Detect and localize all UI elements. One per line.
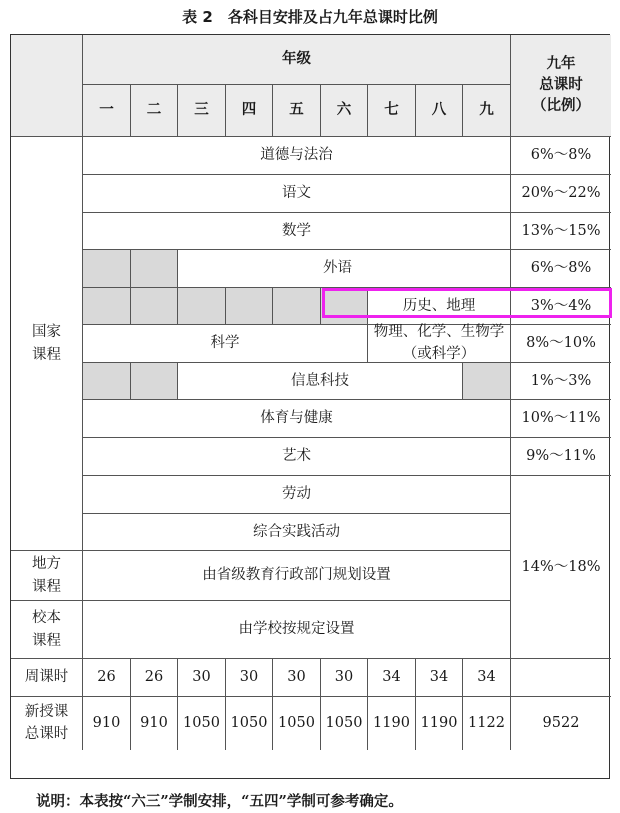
- new-hours-label: 新授课 总课时: [11, 697, 83, 750]
- new-hours-cell: 1050: [178, 697, 226, 750]
- ratio-it: 1%～3%: [511, 363, 611, 400]
- grade-8-header: 八: [416, 85, 463, 137]
- ratio-chinese: 20%～22%: [511, 175, 611, 213]
- weekly-hours-total-cell: [511, 659, 611, 697]
- ratio-morality: 6%～8%: [511, 137, 611, 175]
- grade-4-header: 四: [226, 85, 273, 137]
- weekly-hours-cell: 30: [273, 659, 321, 697]
- table-title: 表 2 各科目安排及占九年总课时比例: [182, 8, 438, 26]
- empty-cell: [463, 363, 511, 400]
- total-header: 九年 总课时 （比例）: [511, 35, 611, 137]
- subject-practice: 综合实践活动: [83, 514, 511, 551]
- subject-math: 数学: [83, 213, 511, 250]
- weekly-hours-cell: 34: [463, 659, 511, 697]
- new-hours-cell: 1122: [463, 697, 511, 750]
- ratio-science: 8%～10%: [511, 325, 611, 363]
- subject-science: 科学: [83, 325, 368, 363]
- empty-cell: [131, 363, 178, 400]
- weekly-hours-cell: 34: [368, 659, 416, 697]
- weekly-hours-cell: 26: [131, 659, 178, 697]
- grade-1-header: 一: [83, 85, 131, 137]
- national-course-label: 国家 课程: [11, 137, 83, 551]
- ratio-pe-health: 10%～11%: [511, 400, 611, 438]
- weekly-hours-cell: 30: [226, 659, 273, 697]
- weekly-hours-cell: 34: [416, 659, 463, 697]
- table-note: 说明：本表按“六三”学制安排，“五四”学制可参考确定。: [36, 793, 403, 810]
- empty-cell: [131, 288, 178, 325]
- empty-cell: [226, 288, 273, 325]
- school-course-label: 校本 课程: [11, 601, 83, 659]
- subject-labor: 劳动: [83, 476, 511, 514]
- grade-3-header: 三: [178, 85, 226, 137]
- local-course-label: 地方 课程: [11, 551, 83, 601]
- new-hours-cell: 910: [131, 697, 178, 750]
- school-course-text: 由学校按规定设置: [83, 601, 511, 659]
- curriculum-table: [10, 34, 610, 779]
- new-hours-cell: 1190: [368, 697, 416, 750]
- grade-6-header: 六: [321, 85, 368, 137]
- new-hours-cell: 1050: [321, 697, 368, 750]
- subject-chinese: 语文: [83, 175, 511, 213]
- empty-cell: [178, 288, 226, 325]
- subject-arts: 艺术: [83, 438, 511, 476]
- grade-2-header: 二: [131, 85, 178, 137]
- ratio-arts: 9%～11%: [511, 438, 611, 476]
- grade-header: 年级: [83, 35, 511, 85]
- new-hours-total: 9522: [542, 715, 580, 732]
- empty-cell: [131, 250, 178, 288]
- new-hours-cell: 910: [83, 697, 131, 750]
- corner-cell: [11, 35, 83, 137]
- new-hours-cell: 1050: [273, 697, 321, 750]
- ratio-math: 13%～15%: [511, 213, 611, 250]
- subject-it: 信息科技: [178, 363, 463, 400]
- weekly-hours-label: 周课时: [11, 659, 83, 697]
- subject-history-geography: 历史、地理: [368, 288, 511, 325]
- ratio-shared: 14%～18%: [511, 476, 611, 659]
- empty-cell: [83, 288, 131, 325]
- empty-cell: [321, 288, 368, 325]
- subject-foreign-language: 外语: [178, 250, 511, 288]
- weekly-hours-cell: 30: [178, 659, 226, 697]
- subject-morality: 道德与法治: [83, 137, 511, 175]
- subject-pe-health: 体育与健康: [83, 400, 511, 438]
- grade-7-header: 七: [368, 85, 416, 137]
- grade-9-header: 九: [463, 85, 511, 137]
- weekly-hours-cell: 26: [83, 659, 131, 697]
- grade-5-header: 五: [273, 85, 321, 137]
- new-hours-cell: 1050: [226, 697, 273, 750]
- empty-cell: [273, 288, 321, 325]
- weekly-hours-cell: 30: [321, 659, 368, 697]
- ratio-foreign-language: 6%～8%: [511, 250, 611, 288]
- subject-physics-chemistry-biology: 物理、化学、生物学（或科学）: [368, 325, 511, 363]
- ratio-history-geography: 3%～4%: [511, 288, 611, 325]
- empty-cell: [83, 363, 131, 400]
- new-hours-cell: 1190: [416, 697, 463, 750]
- empty-cell: [83, 250, 131, 288]
- local-course-text: 由省级教育行政部门规划设置: [83, 551, 511, 601]
